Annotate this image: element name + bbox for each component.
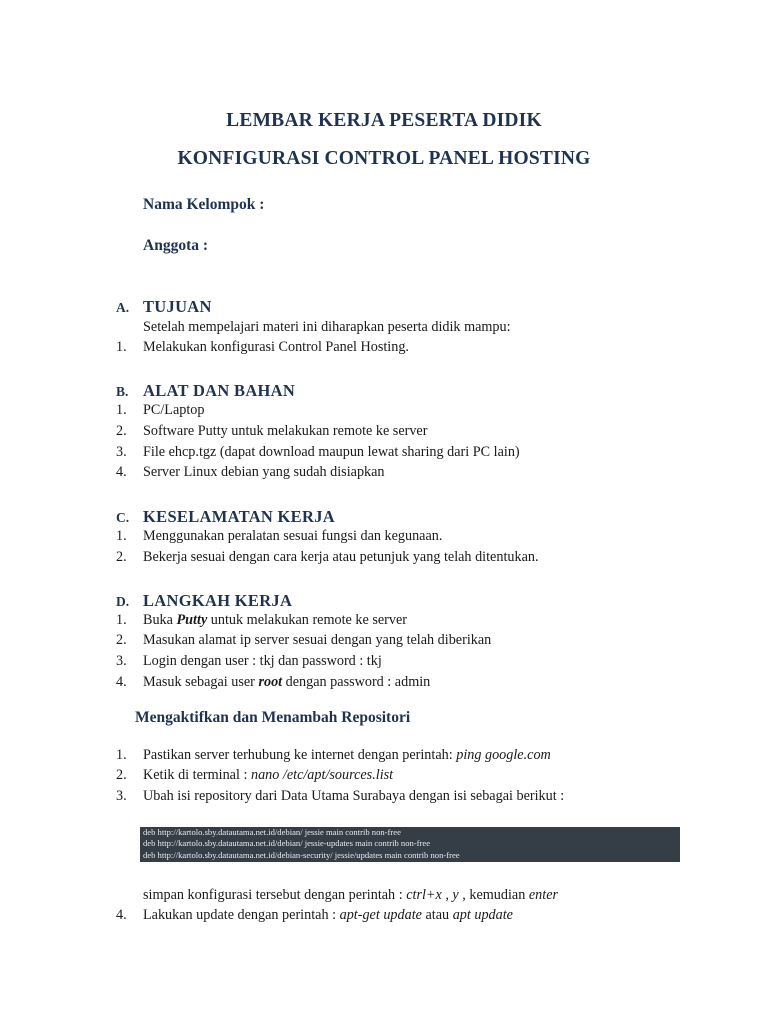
text-run: Pastikan server terhubung ke internet dengan perintah:: [143, 747, 457, 763]
save-instruction: [143, 887, 558, 907]
repo-subheading: Mengaktifkan dan Menambah Repositori: [135, 709, 411, 726]
command-text: apt update: [452, 907, 513, 923]
command-text: apt-get update: [339, 907, 422, 923]
command-text: ctrl+x , y: [406, 887, 459, 903]
list-text: Software Putty untuk melakukan remote ke server: [143, 423, 428, 439]
list-text: Ubah isi repository dari Data Utama Surabaya dengan isi sebagai berikut :: [143, 788, 565, 804]
text-run: atau: [421, 907, 453, 923]
list-number: 1.: [116, 339, 127, 355]
command-text: ping google.com: [456, 747, 551, 763]
list-text: [143, 767, 393, 784]
text-run: Buka: [143, 612, 177, 628]
section-letter: B.: [116, 384, 129, 399]
section-title: LANGKAH KERJA: [143, 591, 293, 610]
code-line: deb http://kartolo.sby.datautama.net.id/debian-security/ jessie/updates main contrib non-free: [143, 849, 460, 860]
list-text: Login dengan user : tkj dan password : tkj: [143, 653, 382, 669]
list-number: 3.: [116, 653, 127, 669]
code-block: [140, 827, 680, 862]
list-text: [143, 612, 407, 629]
list-text: File ehcp.tgz (dapat download maupun lewat sharing dari PC lain): [143, 444, 520, 460]
list-text: Server Linux debian yang sudah disiapkan: [143, 464, 385, 480]
list-text: Bekerja sesuai dengan cara kerja atau petunjuk yang telah ditentukan.: [143, 549, 539, 565]
list-number: 1.: [116, 612, 127, 628]
code-line: deb http://kartolo.sby.datautama.net.id/debian/ jessie-updates main contrib non-free: [143, 838, 431, 849]
list-number: 2.: [116, 767, 127, 783]
section-title: ALAT DAN BAHAN: [143, 381, 296, 400]
list-text: [143, 674, 430, 691]
section-title: TUJUAN: [143, 297, 212, 316]
list-number: 1.: [116, 402, 127, 418]
list-number: 2.: [116, 423, 127, 439]
list-number: 4.: [116, 464, 127, 480]
section-title: KESELAMATAN KERJA: [143, 507, 335, 526]
members-label: Anggota :: [143, 237, 209, 254]
list-text: PC/Laptop: [143, 402, 205, 418]
section-letter: C.: [116, 510, 130, 525]
list-number: 3.: [116, 788, 127, 804]
list-text: Masukan alamat ip server sesuai dengan yang telah diberikan: [143, 632, 492, 648]
list-text: Melakukan konfigurasi Control Panel Hosting.: [143, 339, 409, 355]
list-number: 2.: [116, 549, 127, 565]
emphasis-text: Putty: [176, 612, 208, 628]
text-run: dengan password : admin: [282, 674, 431, 690]
list-number: 3.: [116, 444, 127, 460]
document-subtitle: KONFIGURASI CONTROL PANEL HOSTING: [177, 148, 591, 169]
text-run: , kemudian: [458, 887, 529, 903]
section-a-intro: Setelah mempelajari materi ini diharapkan peserta didik mampu:: [143, 319, 511, 335]
text-run: simpan konfigurasi tersebut dengan perintah :: [143, 887, 407, 903]
list-number: 4.: [116, 674, 127, 690]
section-letter: D.: [116, 594, 130, 609]
emphasis-text: root: [258, 674, 283, 690]
list-number: 1.: [116, 747, 127, 763]
list-number: 4.: [116, 907, 127, 923]
list-number: 2.: [116, 632, 127, 648]
list-text: [143, 907, 513, 924]
list-text: [143, 747, 551, 764]
code-line: deb http://kartolo.sby.datautama.net.id/debian/ jessie main contrib non-free: [143, 827, 401, 837]
text-run: Ketik di terminal :: [143, 767, 251, 783]
text-run: Lakukan update dengan perintah :: [143, 907, 340, 923]
command-text: nano /etc/apt/sources.list: [250, 767, 394, 783]
text-run: Masuk sebagai user: [143, 674, 259, 690]
section-letter: A.: [116, 300, 130, 315]
command-text: enter: [528, 887, 559, 903]
list-text: Menggunakan peralatan sesuai fungsi dan kegunaan.: [143, 528, 443, 544]
list-number: 1.: [116, 528, 127, 544]
document-title: LEMBAR KERJA PESERTA DIDIK: [226, 110, 542, 131]
text-run: untuk melakukan remote ke server: [207, 612, 407, 628]
group-name-label: Nama Kelompok :: [143, 196, 265, 213]
